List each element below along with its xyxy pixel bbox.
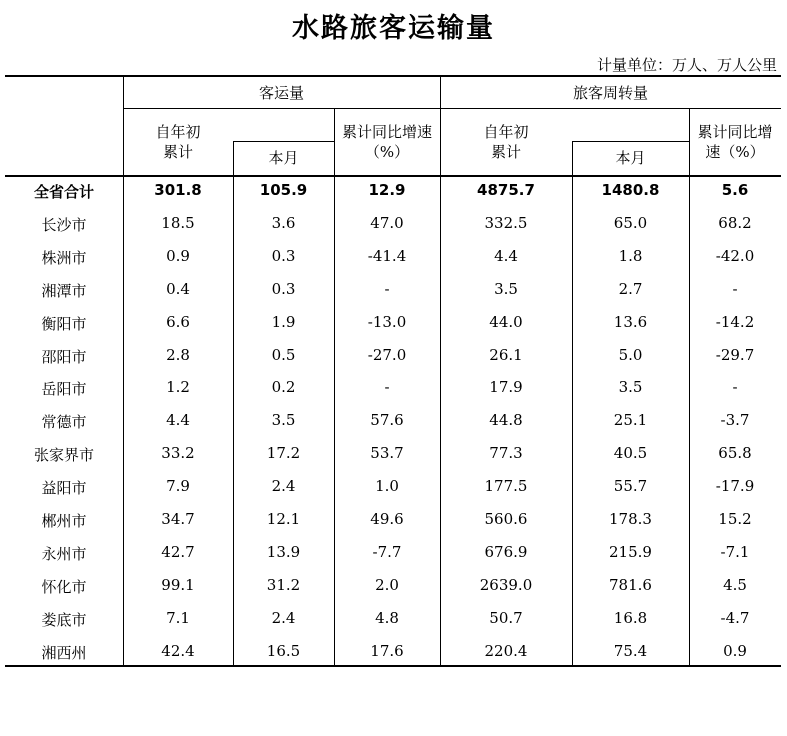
table-cell: - [384,279,390,298]
header-month: 本月 [268,149,299,167]
table-cell: - [384,378,390,397]
row-label: 全省合计 [33,183,94,201]
table-cell: 16.5 [266,641,301,660]
table-cell: 0.3 [271,279,296,298]
table-cell: 5.6 [721,181,749,199]
table-cell: 17.2 [266,444,301,463]
row-label: 永州市 [41,544,87,563]
header-month: 本月 [615,149,646,167]
row-label: 长沙市 [41,215,87,234]
table-cell: 2.4 [271,608,296,627]
table-cell: -41.4 [367,246,407,265]
table-cell: 4.4 [166,411,190,430]
table-cell: -14.2 [715,312,755,331]
month-header-divider-left [233,141,334,142]
table-cell: -29.7 [715,345,755,364]
table-cell: 7.9 [166,477,190,496]
table-cell: 0.4 [166,279,190,298]
table-cell: -7.7 [372,542,402,561]
table-cell: 12.9 [368,181,406,199]
table-cell: 17.9 [489,378,523,397]
header-growth-line1: 累计同比增 [697,123,773,141]
table-cell: 3.5 [494,279,518,298]
table-cell: 0.9 [166,246,190,265]
table-cell: -3.7 [720,411,750,430]
header-passenger-volume: 客运量 [258,84,304,102]
table-cell: 301.8 [154,181,202,199]
table-cell: 42.4 [161,641,195,660]
table-cell: 2.0 [375,575,399,594]
table-top-border [5,75,781,77]
table-cell: - [732,378,738,397]
table-cell: 1.8 [618,246,643,265]
table-cell: 0.2 [271,378,296,397]
table-cell: 44.8 [489,411,523,430]
table-cell: 68.2 [718,213,752,232]
header-growth-line2: 速（%） [705,143,765,161]
table-cell: -27.0 [367,345,407,364]
table-cell: 332.5 [484,213,528,232]
table-cell: 50.7 [489,608,523,627]
row-label: 岳阳市 [41,380,87,399]
table-cell: 25.1 [613,411,648,430]
table-cell: 7.1 [166,608,190,627]
table-cell: 40.5 [613,444,648,463]
table-cell: 18.5 [161,213,195,232]
table-cell: 99.1 [161,575,195,594]
table-cell: - [732,279,738,298]
header-ytd-line1: 自年初 [155,123,201,141]
header-passenger-turnover: 旅客周转量 [572,84,648,102]
table-cell: 2639.0 [479,575,533,594]
table-cell: 0.5 [271,345,296,364]
table-cell: 31.2 [266,575,301,594]
table-cell: 215.9 [609,542,652,561]
table-cell: 57.6 [370,411,404,430]
header-growth-line1: 累计同比增速 [341,123,432,141]
table-cell: 2.8 [166,345,190,364]
table-cell: 44.0 [489,312,523,331]
header-ytd-line2: 累计 [162,143,193,161]
table-cell: -13.0 [367,312,407,331]
table-cell: 3.5 [618,378,643,397]
table-cell: 3.5 [271,411,296,430]
table-cell: 105.9 [259,181,308,199]
table-cell: 34.7 [161,510,195,528]
table-cell: 177.5 [484,477,528,496]
page-title: 水路旅客运输量 [292,13,495,44]
header-ytd-line1: 自年初 [483,123,529,141]
table-cell: 781.6 [609,575,652,594]
table-cell: 49.6 [370,510,404,528]
row-label: 株洲市 [41,248,87,267]
table-cell: -42.0 [715,246,755,265]
table-cell: 42.7 [161,542,195,561]
row-label: 张家界市 [33,446,94,465]
table-cell: 5.0 [618,345,643,364]
row-label: 怀化市 [41,577,87,596]
table-cell: 53.7 [370,444,404,463]
row-label: 衡阳市 [41,314,87,333]
table-cell: 65.0 [613,213,648,232]
table-cell: 4.5 [723,575,747,594]
table-bottom-border [5,665,781,667]
row-label: 邵阳市 [41,347,87,366]
header-ytd-line2: 累计 [490,143,521,161]
row-label: 湘西州 [41,643,87,662]
table-cell: 1.2 [166,378,190,397]
table-cell: 1.0 [375,477,399,496]
row-label: 娄底市 [41,610,87,629]
table-cell: -7.1 [720,542,750,561]
table-cell: 75.4 [613,641,648,660]
header-bottom-border [5,175,781,177]
table-cell: 3.6 [271,213,296,232]
table-cell: 6.6 [166,312,190,331]
table-cell: 13.9 [266,542,301,561]
table-cell: 2.4 [271,477,296,496]
row-label: 湘潭市 [41,281,87,300]
month-header-divider-right [572,141,689,142]
table-cell: 1480.8 [601,181,660,199]
table-cell: 0.3 [271,246,296,265]
table-cell: 17.6 [370,641,404,660]
table-cell: 13.6 [613,312,648,331]
table-cell: -17.9 [715,477,755,496]
table-cell: 15.2 [718,510,752,528]
table-cell: 33.2 [161,444,195,463]
table-cell: 4.4 [494,246,518,265]
group-header-divider [123,108,781,109]
table-cell: 676.9 [484,542,528,561]
row-label: 益阳市 [41,479,87,498]
table-cell: 560.6 [484,510,528,528]
table-cell: 12.1 [266,510,301,528]
table-cell: -4.7 [720,608,750,627]
table-cell: 4.8 [375,608,399,627]
table-cell: 1.9 [271,312,296,331]
table-cell: 2.7 [618,279,643,298]
header-growth-line2: （%） [364,143,410,161]
table-cell: 220.4 [484,641,528,660]
table-cell: 0.9 [723,641,747,660]
table-cell: 47.0 [370,213,404,232]
table-cell: 4875.7 [477,181,535,199]
table-cell: 26.1 [489,345,523,364]
table-cell: 65.8 [718,444,752,463]
table-cell: 55.7 [613,477,648,496]
table-cell: 77.3 [489,444,523,463]
unit-label: 计量单位：万人、万人公里 [596,56,777,74]
row-label: 常德市 [41,413,87,432]
table-cell: 178.3 [609,510,652,528]
table-cell: 16.8 [613,608,648,627]
row-label: 郴州市 [41,512,87,530]
